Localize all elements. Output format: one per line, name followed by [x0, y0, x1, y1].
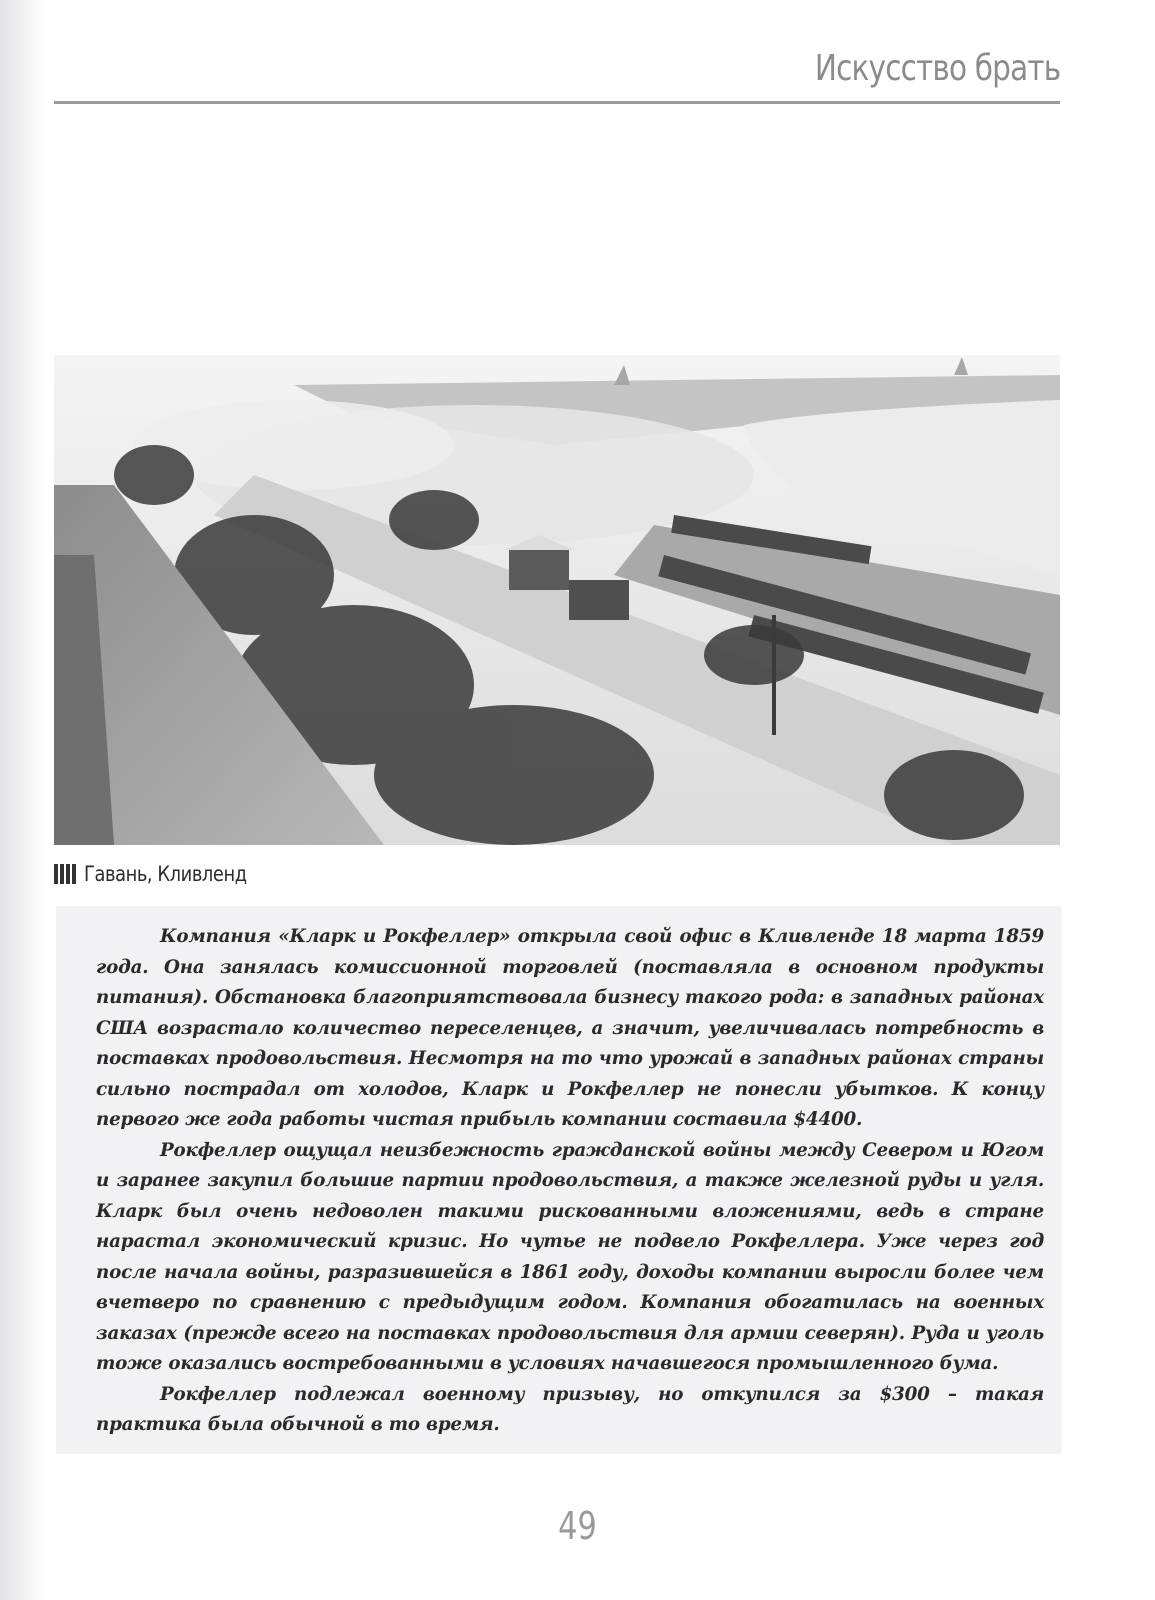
caption-marker-icon	[54, 864, 78, 884]
running-header: Искусство брать	[814, 48, 1060, 89]
book-spine-shadow	[0, 0, 46, 1600]
paragraph: Рокфеллер ощущал неизбежность гражданской войны между Севером и Югом и заранее закупил большие партии продовольствия, а также железной руды и угля. Кларк был очень недоволен такими рискованными вложениями, ведь в стране нарастал экономический кризис. Но чутье не подвело Рокфеллера. Уже через год после начала войны, разразившейся в 1861 году, доходы компании выросли более чем вчетверо по сравнению с предыдущим годом. Компания обогатилась на военных заказах (прежде всего на поставках продовольствия для армии северян). Руда и уголь тоже оказались востребованными в условиях начавшегося промышленного бума.	[96, 1139, 1044, 1374]
harbor-photo	[54, 355, 1060, 845]
figure-caption	[54, 862, 275, 886]
page-number: 49	[558, 1504, 597, 1548]
paragraph: Компания «Кларк и Рокфеллер» открыла свой офис в Кливленде 18 марта 1859 года. Она занялась комиссионной торговлей (поставляла в основном продукты питания). Обстановка благоприятствовала бизнесу такого рода: в западных районах США возрастало количество переселенцев, а значит, увеличивалась потребность в поставках продовольствия. Несмотря на то что урожай в западных районах страны сильно пострадал от холодов, Кларк и Рокфеллер не понесли убытков. К концу первого же года работы чистая прибыль компании составила $4400.	[96, 926, 1044, 1130]
paragraph: Рокфеллер подлежал военному призыву, но откупился за $300 – такая практика была обычной в то время.	[96, 1383, 1044, 1435]
caption-text: Гавань, Кливленд	[84, 862, 247, 886]
body-text	[96, 922, 1044, 1441]
header-rule	[54, 101, 1060, 104]
